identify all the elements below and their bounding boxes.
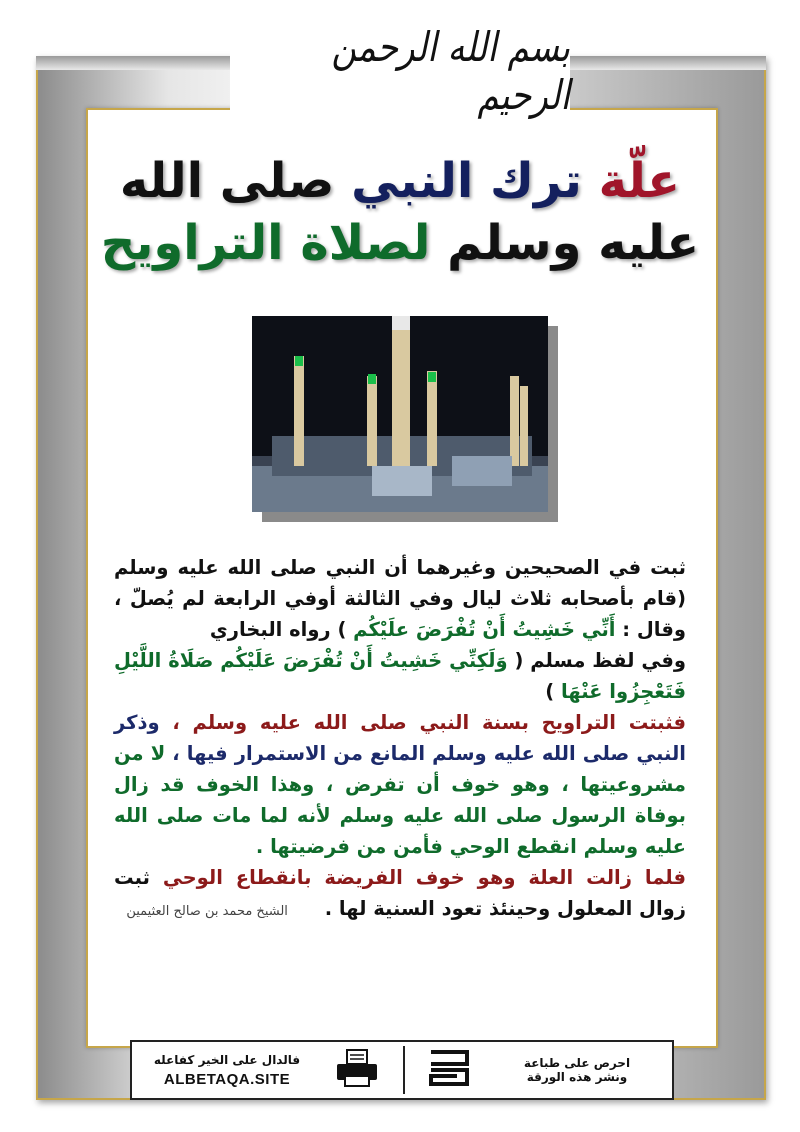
basmala-header	[230, 22, 570, 122]
basmala-calligraphy: بسم الله الرحمن الرحيم	[331, 24, 570, 120]
title-part-1: علّة	[598, 153, 681, 209]
paragraph-4-black: ثبت زوال المعلول وحينئذ تعود السنية لها .	[114, 866, 686, 920]
paragraph-3-navy: وذكر النبي صلى الله عليه وسلم المانع من الاستمرار فيها ،	[114, 711, 686, 765]
footer-right	[482, 1042, 672, 1098]
title-part-3: صلى الله	[119, 153, 335, 209]
footer-left	[132, 1042, 322, 1098]
paragraph-4-red: فلما زالت العلة وهو خوف الفريضة بانقطاع الوحي	[162, 866, 686, 889]
hadith-quote-1: أَنِّي خَشِيتُ أَنْ تُفْرَضَ علَيْكُم	[353, 618, 616, 641]
article-body	[114, 552, 686, 927]
hadith-quote-2: وَلَكِنِّي خَشِيتُ أَنْ تُفْرَضَ عَلَيْكُم صَلَاةُ اللَّيْلِ فَتَعْجِزُوا عَنْهَا	[114, 649, 686, 703]
paragraph-1-text: ثبت في الصحيحين وغيرهما أن النبي صلى الله عليه وسلم (قام بأصحابه ثلاث ليال وفي الثالثة أوفي الرابعة لم يُصلّ ، وقال :	[114, 556, 686, 641]
footer-bar	[130, 1040, 674, 1100]
paragraph-1-source: ) رواه البخاري	[209, 618, 347, 641]
paragraph-3-red: فثبتت التراويح بسنة النبي صلى الله عليه وسلم ،	[172, 711, 686, 734]
brand-logo	[427, 1046, 471, 1094]
footer-logos	[322, 1042, 482, 1098]
paragraph-4	[114, 862, 686, 927]
title-part-4: عليه وسلم	[447, 215, 700, 271]
mosque-photo	[252, 316, 548, 512]
title-part-2: ترك النبي	[351, 153, 582, 209]
site-link[interactable]: ALBETAQA.SITE	[163, 1070, 291, 1088]
paragraph-2	[114, 645, 686, 707]
print-prompt-line-1: احرص على طباعة	[523, 1056, 631, 1070]
footer-slogan: فالدال على الخير كفاعله	[153, 1052, 301, 1067]
paragraph-1	[114, 552, 686, 645]
page-title	[100, 150, 700, 274]
title-part-5: لصلاة التراويح	[100, 215, 431, 271]
print-prompt-line-2: ونشر هذه الورقة	[526, 1070, 628, 1084]
paragraph-3-green: لا من مشروعيتها ، وهو خوف أن تفرض ، وهذا الخوف قد زال بوفاة الرسول صلى الله عليه وسلم لأنه لما مات صلى الله عليه وسلم انقطع الوحي فأمن من فرضيتها .	[114, 742, 686, 858]
paragraph-2-close: )	[545, 680, 555, 703]
printer-icon	[333, 1048, 381, 1092]
paragraph-2-intro: وفي لفظ مسلم (	[514, 649, 686, 672]
paragraph-3	[114, 707, 686, 862]
footer-divider	[403, 1046, 405, 1094]
author-signature: الشيخ محمد بن صالح العثيمين	[126, 904, 288, 919]
mosque-illustration	[252, 316, 548, 512]
